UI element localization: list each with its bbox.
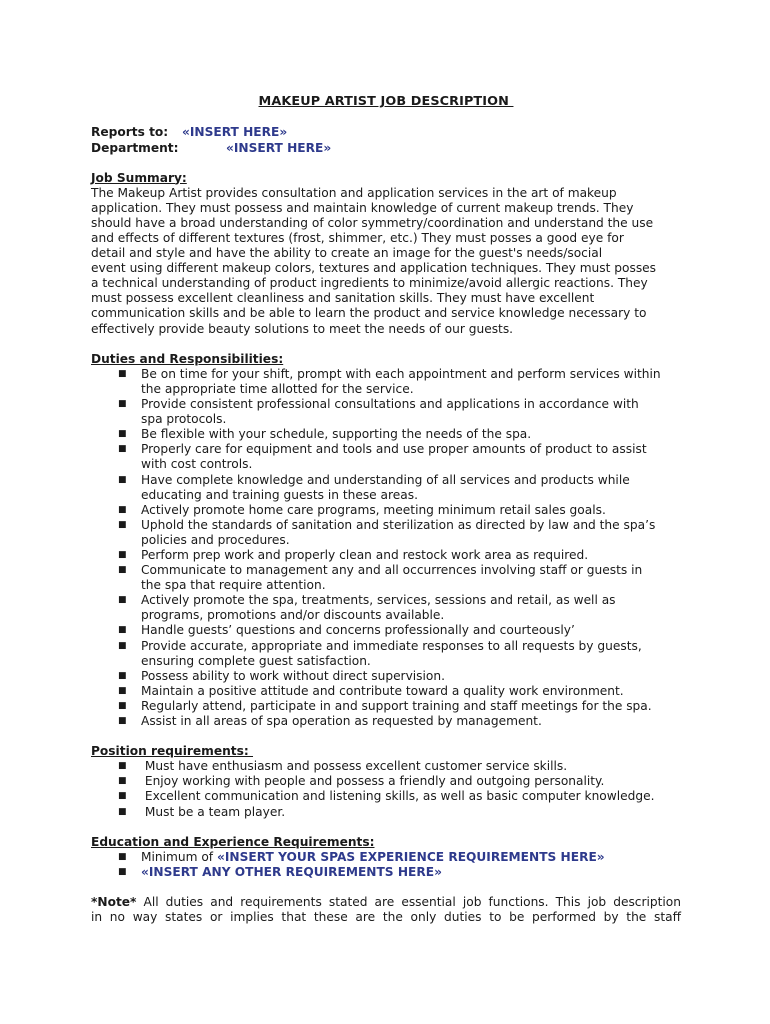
bullet-icon: ■ [118, 700, 127, 711]
summary-line: communication skills and be able to learn the product and service knowledge necessary to [91, 306, 647, 321]
duty-text: Actively promote home care programs, meeting minimum retail sales goals. [141, 502, 606, 517]
duty-text: programs, promotions and/or discounts available. [141, 608, 445, 623]
list-item [91, 548, 681, 563]
duty-text: Maintain a positive attitude and contribute toward a quality work environment. [141, 683, 624, 698]
list-item [91, 850, 681, 865]
note-line-1-text: All duties and requirements stated are essential job functions. This job description [136, 895, 681, 910]
duty-text: with cost controls. [141, 457, 253, 472]
bullet-icon: ■ [118, 625, 127, 636]
summary-line: event using different makeup colors, textures and application techniques. They must posses [91, 261, 657, 276]
list-item [91, 774, 681, 789]
duty-text: Actively promote the spa, treatments, services, sessions and retail, as well as [141, 593, 616, 608]
duty-text: spa protocols. [141, 412, 227, 427]
bullet-icon: ■ [118, 716, 127, 726]
list-item [91, 669, 681, 684]
note-line-1 [91, 895, 681, 910]
document-title: MAKEUP ARTIST JOB DESCRIPTION [258, 94, 514, 109]
list-item [91, 759, 681, 774]
position-requirement-text: Must have enthusiasm and possess excellent customer service skills. [141, 759, 568, 774]
position-list [91, 759, 681, 819]
bullet-icon: ■ [118, 761, 127, 772]
department-label: Department: [91, 140, 179, 155]
list-item [91, 563, 681, 593]
list-item [91, 789, 681, 804]
list-item [91, 714, 681, 729]
list-item [91, 639, 681, 669]
list-item [91, 427, 681, 442]
duty-text: Communicate to management any and all occurrences involving staff or guests in [141, 563, 643, 578]
list-item [91, 684, 681, 699]
duty-text: Assist in all areas of spa operation as requested by management. [141, 714, 542, 728]
education-experience-placeholder: «INSERT YOUR SPAS EXPERIENCE REQUIREMENTS HERE» [216, 849, 605, 864]
summary-line: must possess excellent cleanliness and sanitation skills. They must have excellent [91, 291, 595, 306]
document-page [91, 94, 681, 925]
duty-text: Have complete knowledge and understanding of all services and products while [141, 472, 630, 487]
list-item [91, 593, 681, 623]
job-summary-heading: Job Summary: [91, 170, 187, 185]
duty-text: the appropriate time allotted for the service. [141, 381, 414, 396]
education-other-placeholder: «INSERT ANY OTHER REQUIREMENTS HERE» [141, 864, 442, 879]
education-list [91, 850, 681, 880]
position-requirement-text: Must be a team player. [141, 804, 286, 819]
bullet-icon: ■ [118, 504, 127, 515]
note-paragraph [91, 895, 681, 925]
department-value: «INSERT HERE» [226, 140, 332, 155]
position-requirement-text: Enjoy working with people and possess a friendly and outgoing personality. [141, 774, 605, 789]
duty-text: Properly care for equipment and tools and use proper amounts of product to assist [141, 442, 647, 457]
summary-line: and effects of different textures (frost, shimmer, etc.) They must posses a good eye for [91, 230, 624, 245]
education-item-prefix: Minimum of [141, 849, 217, 864]
note-line-2: in no way states or implies that these are the only duties to be performed by the staff [91, 910, 681, 925]
summary-line: application. They must possess and maintain knowledge of current makeup trends. They [91, 200, 634, 215]
list-item [91, 367, 681, 397]
reports-to-value: «INSERT HERE» [182, 125, 288, 139]
note-label: *Note* [91, 895, 137, 910]
list-item [91, 397, 681, 427]
summary-line: The Makeup Artist provides consultation and application services in the art of makeup [91, 185, 617, 200]
bullet-icon: ■ [118, 866, 127, 877]
list-item [91, 473, 681, 503]
bullet-icon: ■ [118, 806, 127, 817]
list-item [91, 805, 681, 820]
bullet-icon: ■ [118, 670, 127, 681]
bullet-icon: ■ [118, 565, 127, 576]
duty-text: the spa that require attention. [141, 578, 326, 593]
duties-list [91, 367, 681, 729]
bullet-icon: ■ [118, 429, 127, 440]
position-heading: Position requirements: [91, 744, 254, 759]
education-heading: Education and Experience Requirements: [91, 834, 375, 849]
bullet-icon: ■ [118, 776, 127, 787]
bullet-icon: ■ [118, 595, 127, 606]
bullet-icon: ■ [118, 519, 127, 530]
duty-text: Uphold the standards of sanitation and sterilization as directed by law and the spa’s [141, 517, 656, 532]
duty-text: Possess ability to work without direct supervision. [141, 668, 445, 683]
list-item [91, 699, 681, 714]
summary-line: effectively provide beauty solutions to meet the needs of our guests. [91, 321, 514, 336]
duty-text: Provide accurate, appropriate and immediate responses to all requests by guests, [141, 638, 642, 653]
duty-text: educating and training guests in these areas. [141, 487, 418, 502]
list-item [91, 865, 681, 880]
bullet-icon: ■ [118, 549, 127, 560]
bullet-icon: ■ [118, 791, 127, 802]
reports-to-label: Reports to: [91, 125, 169, 139]
duty-text: Be on time for your shift, prompt with each appointment and perform services within [141, 366, 661, 381]
bullet-icon: ■ [118, 444, 127, 455]
bullet-icon: ■ [118, 399, 127, 410]
bullet-icon: ■ [118, 474, 127, 485]
bullet-icon: ■ [118, 368, 127, 379]
position-requirement-text: Excellent communication and listening skills, as well as basic computer knowledge. [141, 789, 655, 804]
duty-text: Perform prep work and properly clean and restock work area as required. [141, 547, 589, 562]
list-item [91, 623, 681, 638]
list-item [91, 503, 681, 518]
summary-line: should have a broad understanding of color symmetry/coordination and understand the use [91, 215, 654, 230]
bullet-icon: ■ [118, 851, 127, 862]
duty-text: ensuring complete guest satisfaction. [141, 653, 371, 668]
bullet-icon: ■ [118, 685, 127, 696]
reports-to-row [91, 125, 681, 141]
list-item [91, 518, 681, 548]
duty-text: Regularly attend, participate in and support training and staff meetings for the spa. [141, 698, 652, 713]
job-summary-paragraph [91, 186, 681, 337]
duty-text: Provide consistent professional consultations and applications in accordance with [141, 397, 639, 412]
duty-text: Handle guests’ questions and concerns professionally and courteously’ [141, 623, 575, 638]
department-row [91, 141, 681, 157]
list-item [91, 442, 681, 472]
summary-line: a technical understanding of product ingredients to minimize/avoid allergic reactions. They [91, 276, 648, 291]
summary-line: detail and style and have the ability to create an image for the guest's needs/social [91, 246, 603, 261]
bullet-icon: ■ [118, 640, 127, 651]
duty-text: Be flexible with your schedule, supporting the needs of the spa. [141, 427, 532, 442]
duty-text: policies and procedures. [141, 532, 290, 547]
duties-heading: Duties and Responsibilities: [91, 351, 284, 366]
